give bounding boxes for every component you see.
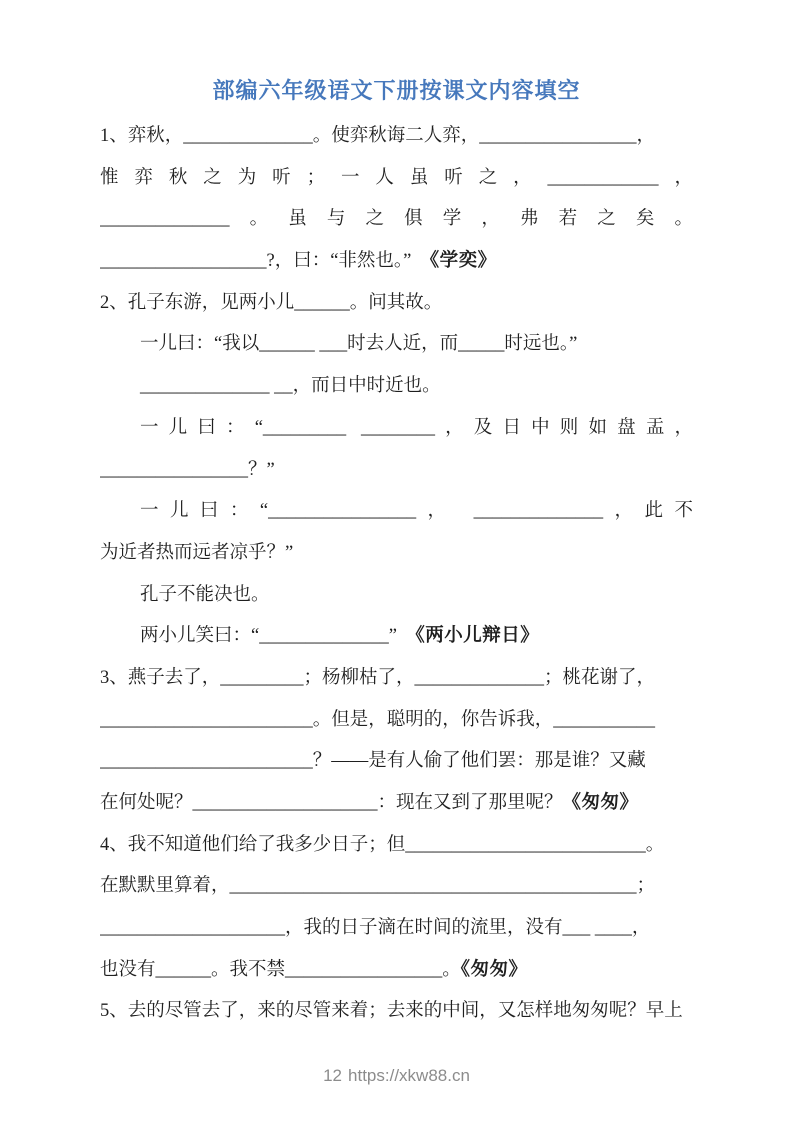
document-line xyxy=(100,991,693,1033)
document-line xyxy=(100,116,693,158)
document-line xyxy=(100,616,693,658)
document-body xyxy=(100,116,693,1033)
document-line xyxy=(100,283,693,325)
document-line xyxy=(100,158,693,200)
book-title: 《学奕》 xyxy=(429,251,497,272)
document-line xyxy=(100,825,693,867)
page-footer xyxy=(0,1066,793,1086)
line-text: 在何处呢？____________________：现在又到了那里呢？ xyxy=(100,793,563,813)
line-text: 为近者热而远者凉乎？” xyxy=(100,542,294,563)
document-line xyxy=(100,741,693,783)
document-line xyxy=(100,700,693,742)
footer-url: https://xkw88.cn xyxy=(348,1066,470,1085)
document-line xyxy=(100,866,693,908)
document-line xyxy=(100,783,693,825)
line-text: 一儿曰：“________________， ______________，此不 xyxy=(140,501,693,522)
line-text: __________________?，曰：“非然也。” xyxy=(100,251,430,272)
line-text: 在默默里算着，____________________________________________； xyxy=(100,876,656,897)
book-title: 《两小儿辩日》 xyxy=(415,626,540,647)
line-text: 也没有______。我不禁_________________。 xyxy=(100,959,461,980)
book-title: 《匆匆》 xyxy=(562,793,639,813)
line-text: 2、孔子东游，见两小儿______。问其故。 xyxy=(100,292,443,313)
line-text: 1、弈秋，______________。使弈秋诲二人弈，_________________， xyxy=(100,126,656,146)
line-text: 一儿曰：“我以______ ___时去人近，而_____时远也。” xyxy=(140,334,578,355)
line-text: ________________？” xyxy=(100,459,275,480)
document-line xyxy=(100,324,693,366)
document-line xyxy=(100,199,693,241)
line-text: 惟弈秋之为听；一人虽听之，____________， xyxy=(100,167,693,188)
document-line xyxy=(100,450,693,492)
line-text: ____________________，我的日子滴在时间的流里，没有___ ____， xyxy=(100,918,651,939)
document-line xyxy=(100,408,693,450)
document-line xyxy=(100,366,693,408)
document-line xyxy=(100,908,693,950)
document-line xyxy=(100,533,693,575)
book-title: 《匆匆》 xyxy=(460,959,528,980)
line-text: _______________________。但是，聪明的，你告诉我，___________ xyxy=(100,709,656,730)
document-line xyxy=(100,491,693,533)
line-text: ______________。虽与之俱学，弗若之矣。 xyxy=(100,209,693,230)
line-text: 一儿曰：“_________ ________，及日中则如盘盂， xyxy=(140,417,693,438)
document-line xyxy=(100,241,693,283)
document-line xyxy=(100,658,693,700)
line-text: 孔子不能决也。 xyxy=(140,584,270,605)
page-title: 部编六年级语文下册按课文内容填空 xyxy=(212,78,581,103)
page-number: 12 xyxy=(323,1066,343,1085)
line-text: 5、去的尽管去了，来的尽管来着；去来的中间，又怎样地匆匆呢？早上 xyxy=(100,1001,683,1022)
line-text: 4、我不知道他们给了我多少日子；但__________________________。 xyxy=(100,834,665,855)
line-text: _______________________？——是有人偷了他们罢：那是谁？又藏 xyxy=(100,751,646,772)
line-text: 两小儿笑曰：“______________” xyxy=(140,626,416,647)
line-text: 3、燕子去了，_________；杨柳枯了，______________；桃花谢了， xyxy=(100,667,656,688)
document-line xyxy=(100,950,693,992)
line-text: ______________ __，而日中时近也。 xyxy=(140,376,441,397)
document-line xyxy=(100,575,693,617)
